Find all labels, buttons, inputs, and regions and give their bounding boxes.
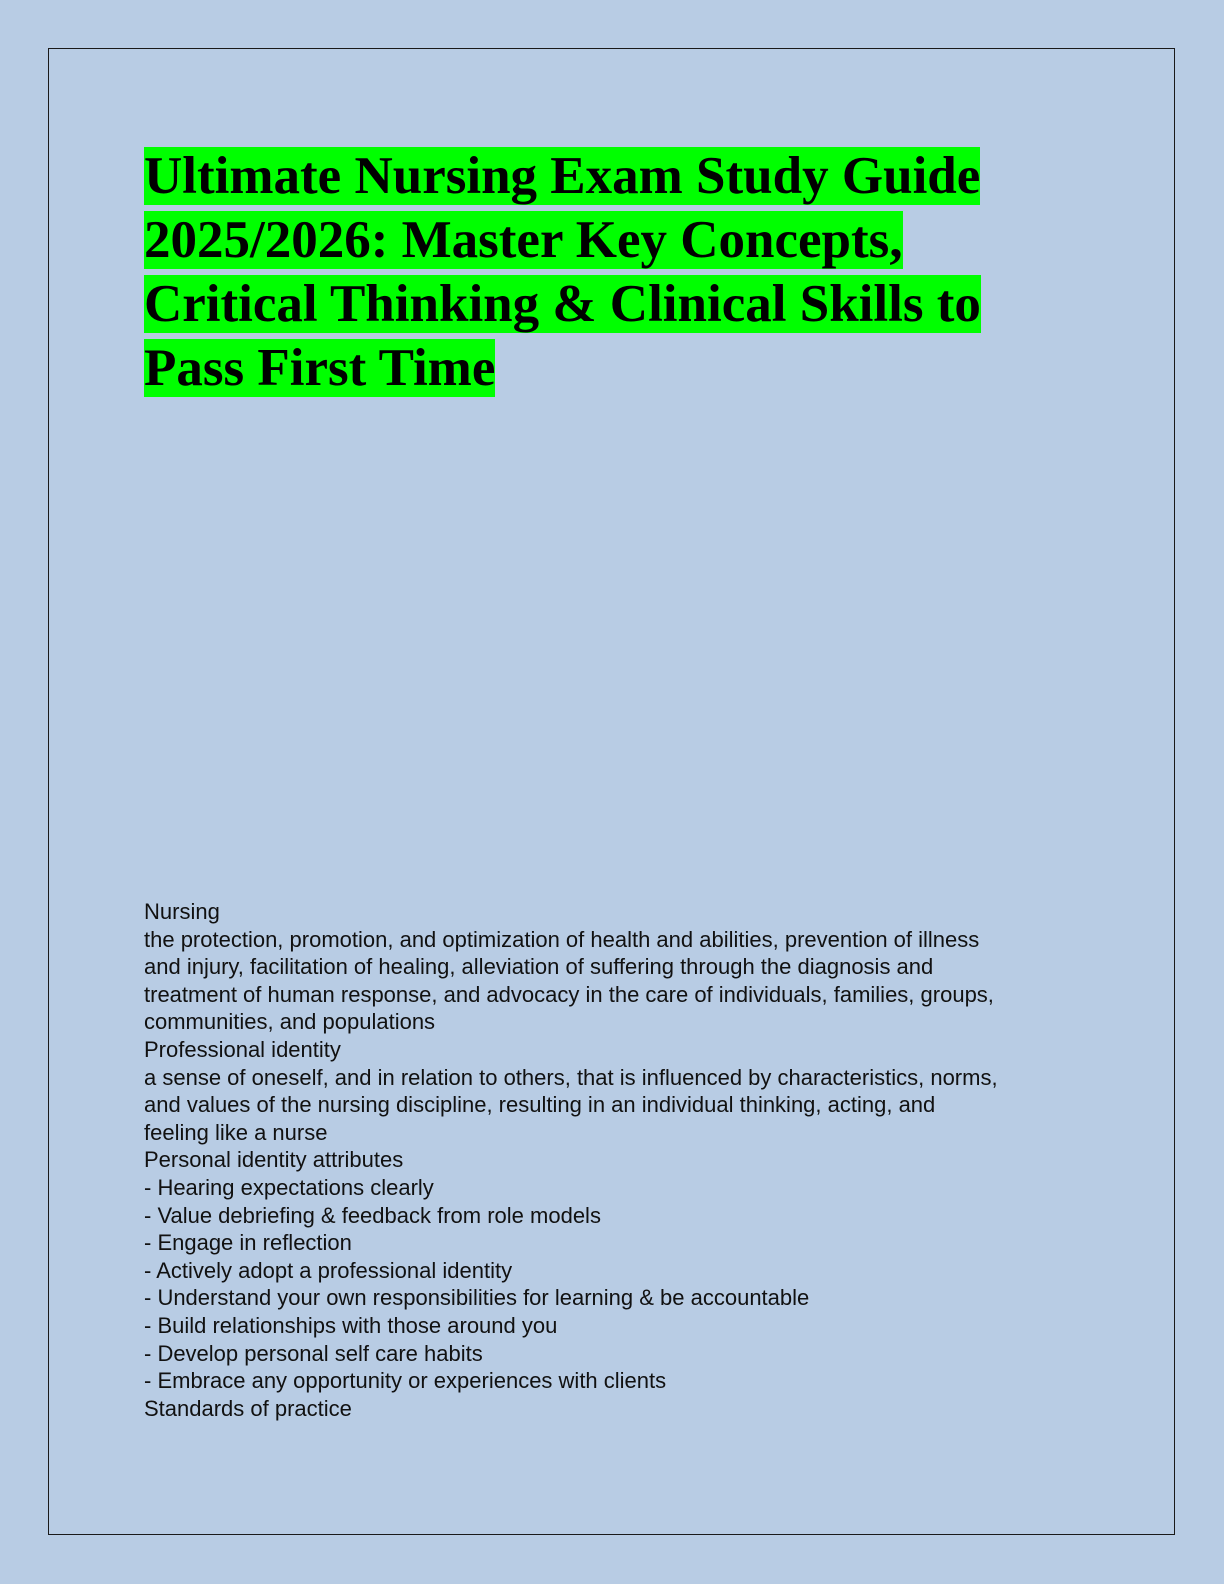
list-item: - Understand your own responsibilities for learning & be accountable: [144, 1285, 810, 1311]
definition-line: feeling like a nurse: [144, 1119, 328, 1145]
list-item: - Develop personal self care habits: [144, 1340, 483, 1366]
body-text: [144, 898, 1084, 1422]
title-line: [144, 144, 1084, 208]
term-heading: Professional identity: [144, 1036, 341, 1062]
title-line-text: Pass First Time: [144, 339, 496, 397]
title-line: [144, 272, 1084, 336]
title-line-text: Ultimate Nursing Exam Study Guide: [144, 147, 981, 205]
definition-line: a sense of oneself, and in relation to others, that is influenced by characteristics, norms,: [144, 1064, 998, 1090]
definition-line: and values of the nursing discipline, resulting in an individual thinking, acting, and: [144, 1092, 936, 1118]
definition-line: the protection, promotion, and optimization of health and abilities, prevention of illness: [144, 926, 980, 952]
title-line: [144, 336, 1084, 400]
title-line: [144, 208, 1084, 272]
term-heading: Nursing: [144, 899, 220, 924]
term-heading: Personal identity attributes: [144, 1147, 404, 1173]
list-item: - Value debriefing & feedback from role models: [144, 1202, 601, 1228]
title-line-text: 2025/2026: Master Key Concepts,: [144, 211, 903, 269]
list-item: - Hearing expectations clearly: [144, 1174, 434, 1200]
definition-line: communities, and populations: [144, 1009, 436, 1035]
definition-line: treatment of human response, and advocacy in the care of individuals, families, groups,: [144, 981, 994, 1007]
list-item: - Embrace any opportunity or experiences with clients: [144, 1368, 667, 1394]
document-title: [144, 144, 1084, 400]
list-item: - Actively adopt a professional identity: [144, 1257, 513, 1283]
title-line-text: Critical Thinking & Clinical Skills to: [144, 275, 981, 333]
term-heading: Standards of practice: [144, 1395, 352, 1421]
list-item: - Engage in reflection: [144, 1230, 352, 1256]
definition-line: and injury, facilitation of healing, alleviation of suffering through the diagnosis and: [144, 954, 934, 980]
list-item: - Build relationships with those around you: [144, 1312, 558, 1338]
